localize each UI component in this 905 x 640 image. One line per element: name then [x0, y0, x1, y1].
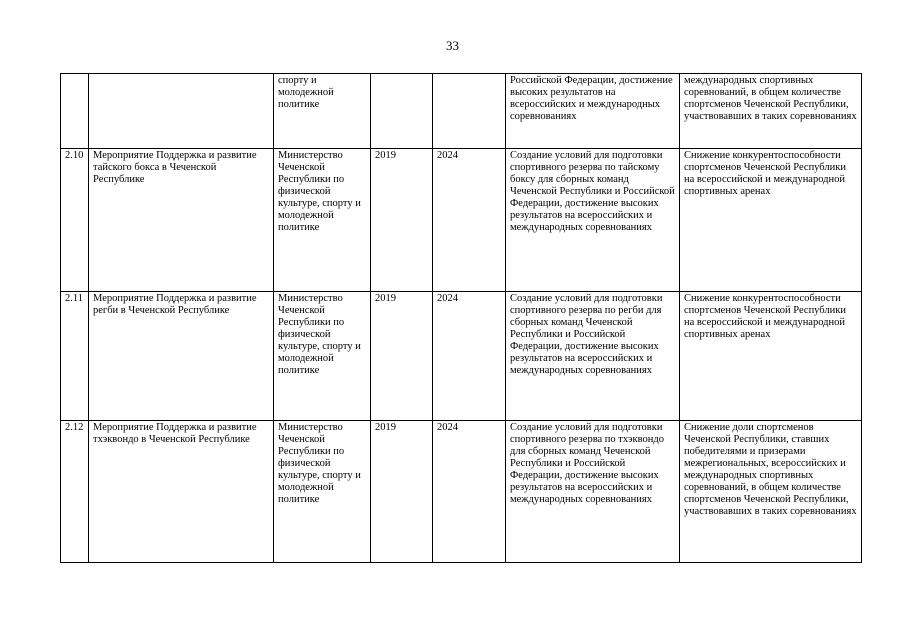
expected-result: Создание условий для подготовки спортивного резерва по тайскому боксу для сборных команд Чеченской Республики и Российской Федерации, достижение высоких результатов на всероссийских и международных соревнованиях: [506, 149, 680, 292]
table-row: [61, 421, 862, 563]
table-row: [61, 292, 862, 421]
page-number: 33: [446, 38, 459, 53]
consequence: Снижение конкурентоспособности спортсменов Чеченской Республики на всероссийской и международной спортивных аренах: [680, 292, 862, 421]
row-number: 2.11: [61, 292, 89, 421]
row-number: [61, 74, 89, 149]
executor: Министерство Чеченской Республики по физической культуре, спорту и молодежной политике: [274, 292, 371, 421]
start-year: 2019: [371, 292, 433, 421]
end-year: 2024: [433, 149, 506, 292]
start-year: 2019: [371, 421, 433, 563]
row-number: 2.12: [61, 421, 89, 563]
table-row: [61, 74, 862, 149]
end-year: [433, 74, 506, 149]
executor: спорту и молодежной политике: [274, 74, 371, 149]
end-year: 2024: [433, 421, 506, 563]
activities-table: [60, 73, 862, 563]
expected-result: Создание условий для подготовки спортивного резерва по тхэквондо для сборных команд Чеченской Республики и Российской Федерации, достижение высоких результатов на всероссийских и международных соревнованиях: [506, 421, 680, 563]
activity-name: [89, 74, 274, 149]
activity-name: Мероприятие Поддержка и развитие регби в Чеченской Республике: [89, 292, 274, 421]
consequence: международных спортивных соревнований, в общем количестве спортсменов Чеченской Республики, участвовавших в таких соревнованиях: [680, 74, 862, 149]
expected-result: Создание условий для подготовки спортивного резерва по регби для сборных команд Чеченской Республики и Российской Федерации, достижение высоких результатов на всероссийских и международных соревнованиях: [506, 292, 680, 421]
row-number: 2.10: [61, 149, 89, 292]
consequence: Снижение доли спортсменов Чеченской Республики, ставших победителями и призерами межрегиональных, всероссийских и международных спортивных соревнований, в общем количестве спортсменов Чеченской Республики, участвовавших в таких соревнованиях: [680, 421, 862, 563]
end-year: 2024: [433, 292, 506, 421]
start-year: [371, 74, 433, 149]
consequence: Снижение конкурентоспособности спортсменов Чеченской Республики на всероссийской и международной спортивных аренах: [680, 149, 862, 292]
table-row: [61, 149, 862, 292]
activity-name: Мероприятие Поддержка и развитие тхэквондо в Чеченской Республике: [89, 421, 274, 563]
expected-result: Российской Федерации, достижение высоких результатов на всероссийских и международных соревнованиях: [506, 74, 680, 149]
executor: Министерство Чеченской Республики по физической культуре, спорту и молодежной политике: [274, 149, 371, 292]
executor: Министерство Чеченской Республики по физической культуре, спорту и молодежной политике: [274, 421, 371, 563]
activity-name: Мероприятие Поддержка и развитие тайского бокса в Чеченской Республике: [89, 149, 274, 292]
start-year: 2019: [371, 149, 433, 292]
